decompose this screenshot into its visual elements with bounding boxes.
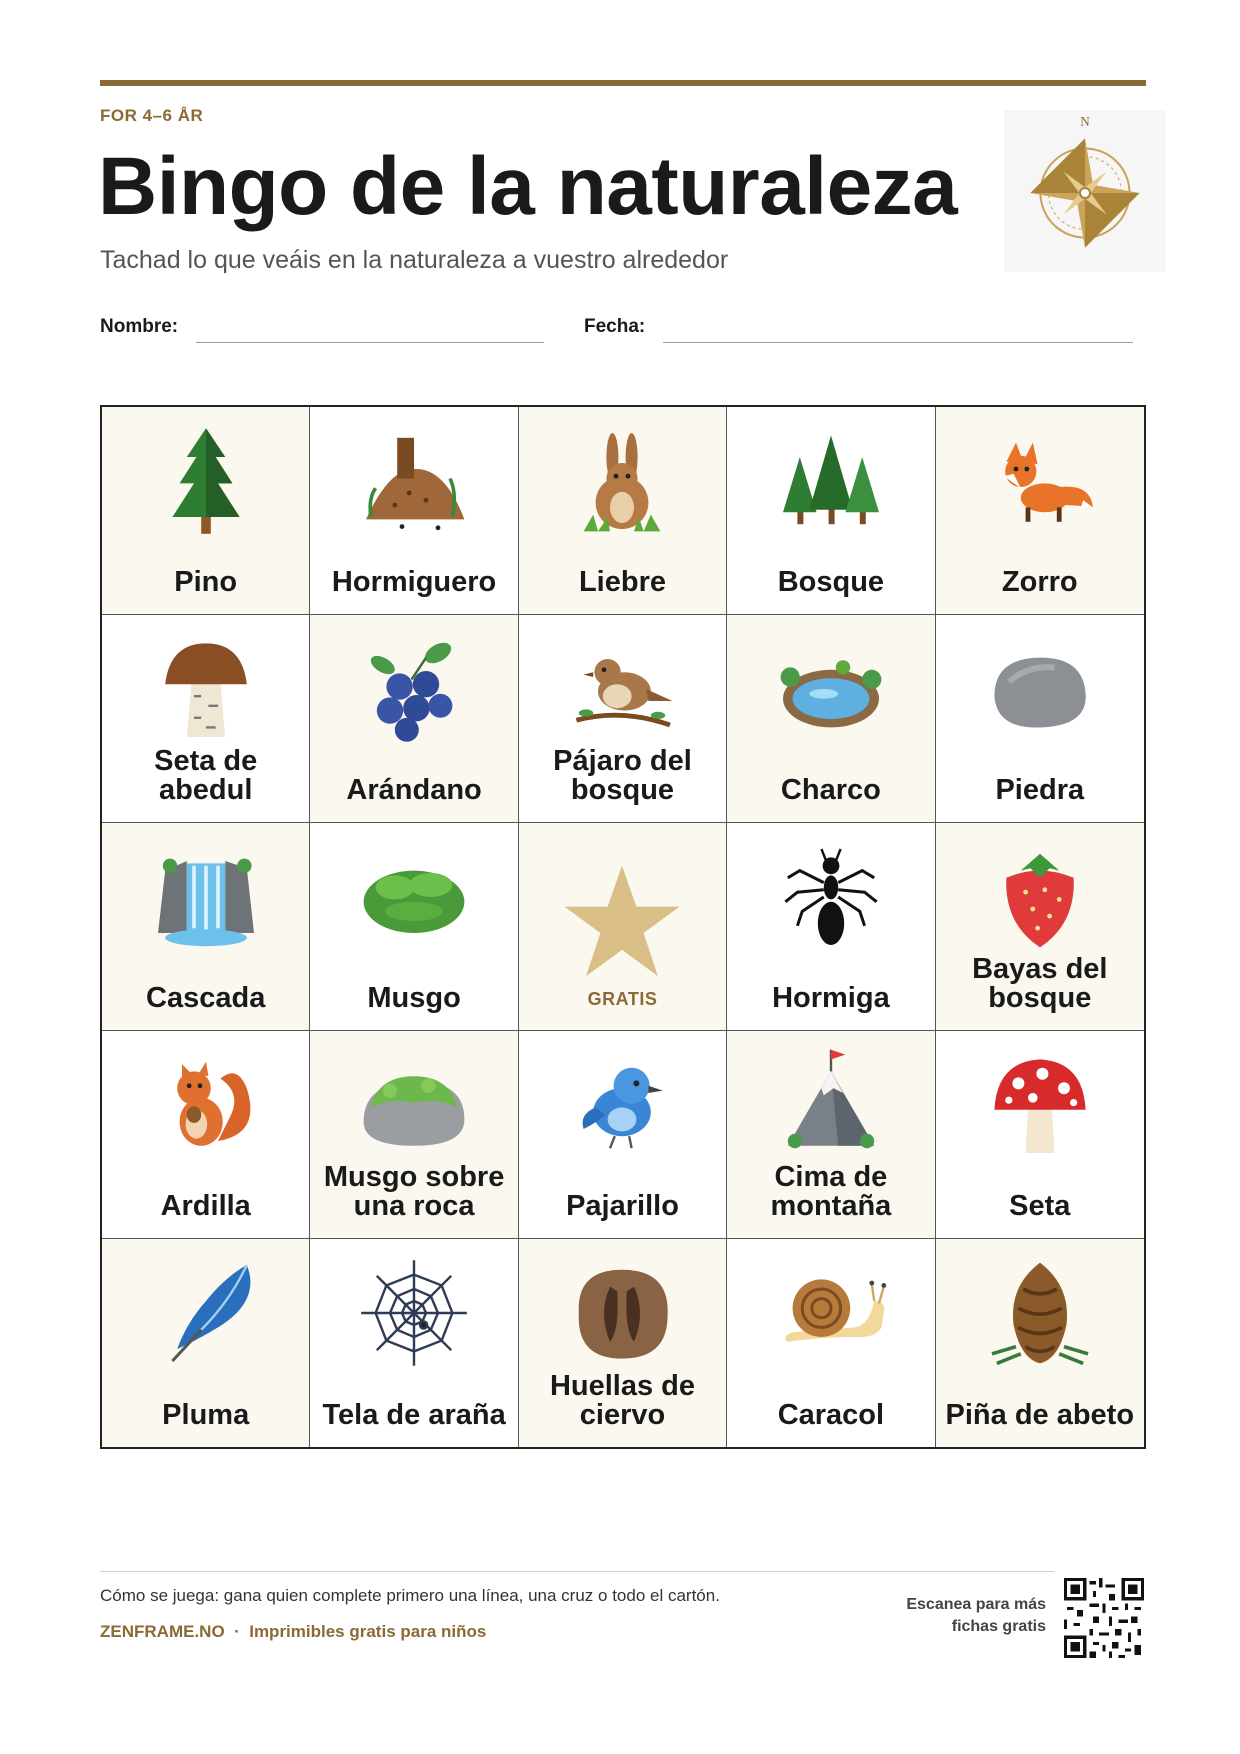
cell-label: Caracol	[777, 1399, 885, 1432]
small-bird-icon	[562, 1045, 682, 1165]
puddle-icon	[771, 629, 891, 749]
bingo-cell[interactable]	[102, 407, 310, 615]
anthill-icon	[354, 421, 474, 541]
strawberry-icon	[980, 837, 1100, 957]
scan-text: Escanea para más fichas gratis	[906, 1596, 1046, 1635]
cell-label: Hormiguero	[331, 566, 497, 599]
bingo-cell[interactable]	[936, 1031, 1144, 1239]
fox-icon	[980, 421, 1100, 541]
cell-label: Hormiga	[772, 982, 890, 1015]
cell-label: Pluma	[162, 1399, 250, 1432]
cell-label: Piña de abeto	[945, 1399, 1135, 1432]
bingo-cell[interactable]	[936, 1239, 1144, 1447]
compass-rose-icon	[1004, 110, 1166, 272]
svg-text:N: N	[1080, 114, 1090, 130]
bingo-cell[interactable]	[102, 615, 310, 823]
free-space-label: GRATIS	[587, 989, 658, 1009]
cell-label: Piedra	[995, 774, 1085, 807]
mossy-rock-icon	[354, 1045, 474, 1165]
cell-label: Pino	[174, 566, 238, 599]
bingo-cell[interactable]	[102, 1239, 310, 1447]
brand-link[interactable]: ZENFRAME.NO · Imprimibles gratis para niños	[100, 1622, 487, 1641]
cell-label: Ardilla	[160, 1190, 251, 1223]
cell-label: Cascada	[146, 982, 266, 1015]
bingo-cell[interactable]	[310, 1239, 518, 1447]
pine-tree-icon	[146, 421, 266, 541]
cell-label: Charco	[780, 774, 881, 807]
bingo-cell[interactable]	[519, 615, 727, 823]
cell-label: Bosque	[777, 566, 885, 599]
age-label: FOR 4–6 ÅR	[100, 106, 204, 125]
bingo-grid	[100, 405, 1146, 1449]
mountain-peak-icon	[771, 1045, 891, 1165]
name-label: Nombre:	[100, 316, 179, 337]
ant-icon	[771, 837, 891, 957]
cell-label: Seta de abedul	[154, 744, 258, 807]
name-field[interactable]	[196, 342, 544, 343]
date-field[interactable]	[663, 342, 1133, 343]
bingo-cell[interactable]	[310, 823, 518, 1031]
cell-label: Cima de montaña	[770, 1160, 892, 1223]
spider-web-icon	[354, 1253, 474, 1373]
bingo-cell[interactable]	[936, 823, 1144, 1031]
cell-label: Zorro	[1001, 566, 1078, 599]
blueberry-icon	[354, 629, 474, 749]
page-subtitle: Tachad lo que veáis en la naturaleza a vuestro alrededor	[100, 246, 729, 274]
top-accent-bar	[100, 80, 1146, 86]
cell-label: Huellas de ciervo	[549, 1369, 696, 1432]
bingo-cell[interactable]	[519, 1031, 727, 1239]
bingo-cell[interactable]	[936, 407, 1144, 615]
bingo-cell[interactable]	[727, 1239, 935, 1447]
bingo-cell[interactable]	[310, 407, 518, 615]
bingo-cell[interactable]	[727, 615, 935, 823]
birch-mushroom-icon	[146, 629, 266, 749]
star-icon	[562, 861, 682, 981]
bingo-cell[interactable]	[936, 615, 1144, 823]
bingo-cell-free	[519, 823, 727, 1031]
bingo-cell[interactable]	[519, 1239, 727, 1447]
waterfall-icon	[146, 837, 266, 957]
cell-label: Musgo	[367, 982, 461, 1015]
snail-icon	[771, 1253, 891, 1373]
qr-code-icon[interactable]	[1064, 1578, 1144, 1658]
cell-label: Pájaro del bosque	[553, 744, 692, 807]
cell-label: Arándano	[346, 774, 482, 807]
page-title: Bingo de la naturaleza	[98, 141, 958, 232]
footer-divider	[100, 1571, 1054, 1572]
bingo-cell[interactable]	[102, 823, 310, 1031]
how-to-play-text: Cómo se juega: gana quien complete primero una línea, una cruz o todo el cartón.	[100, 1586, 720, 1605]
forest-icon	[771, 421, 891, 541]
feather-icon	[146, 1253, 266, 1373]
deer-track-icon	[562, 1253, 682, 1373]
cell-label: Seta	[1009, 1190, 1071, 1223]
stone-icon	[980, 629, 1100, 749]
hare-icon	[562, 421, 682, 541]
moss-icon	[354, 837, 474, 957]
bingo-cell[interactable]	[727, 1031, 935, 1239]
bingo-cell[interactable]	[519, 407, 727, 615]
pine-cone-icon	[980, 1253, 1100, 1373]
bingo-cell[interactable]	[727, 823, 935, 1031]
cell-label: Liebre	[578, 566, 666, 599]
toadstool-icon	[980, 1045, 1100, 1165]
cell-label: Tela de araña	[322, 1399, 506, 1432]
cell-label: Pajarillo	[566, 1190, 679, 1223]
cell-label: Bayas del bosque	[972, 952, 1108, 1015]
bingo-cell[interactable]	[727, 407, 935, 615]
forest-bird-icon	[562, 629, 682, 749]
bingo-cell[interactable]	[310, 1031, 518, 1239]
bingo-cell[interactable]	[310, 615, 518, 823]
squirrel-icon	[146, 1045, 266, 1165]
cell-label: Musgo sobre una roca	[323, 1160, 505, 1223]
date-label: Fecha:	[584, 316, 646, 337]
bingo-cell[interactable]	[102, 1031, 310, 1239]
